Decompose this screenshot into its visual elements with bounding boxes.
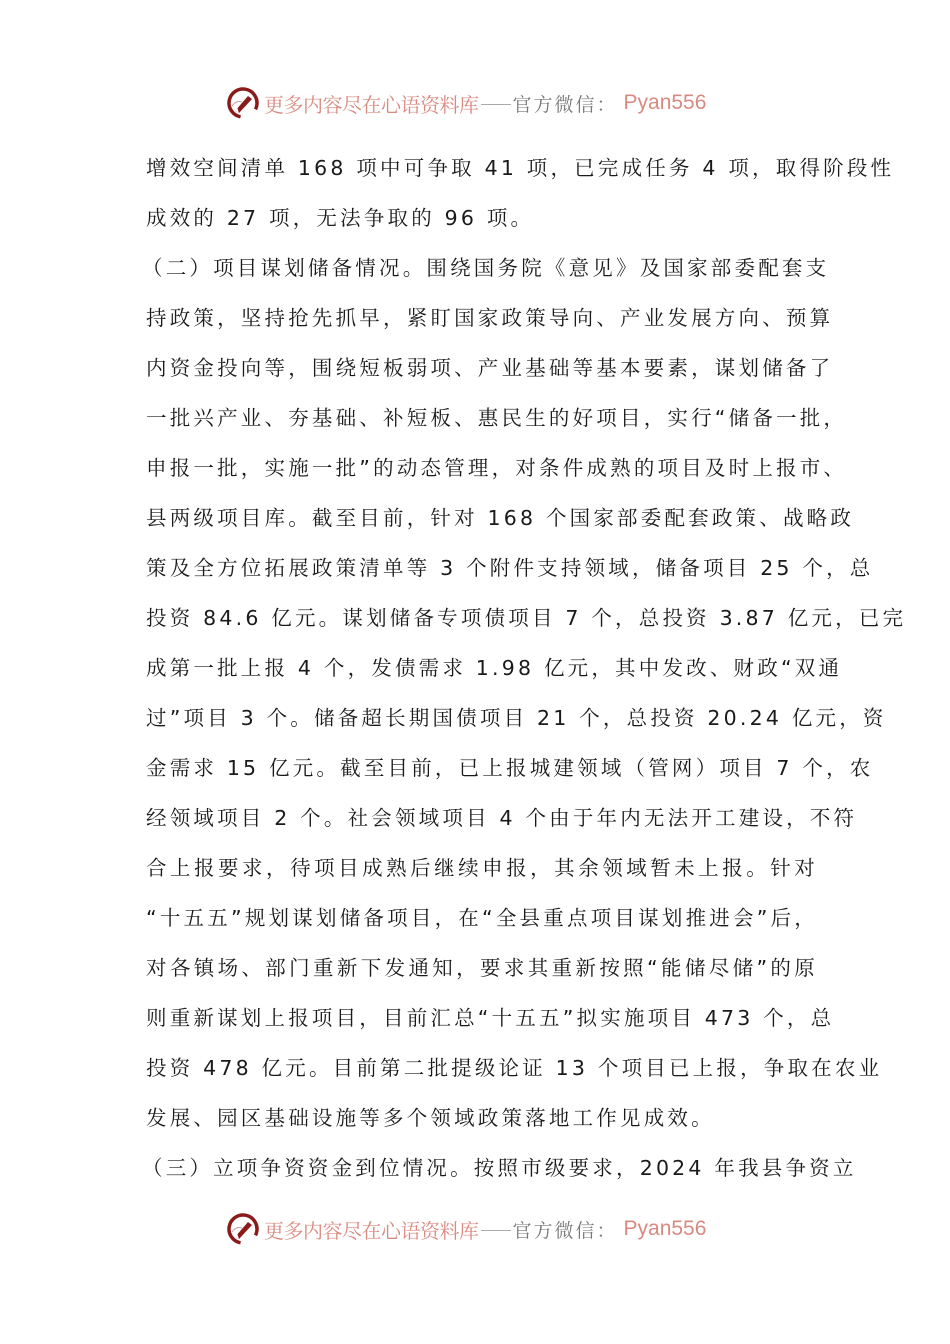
text-line: 则重新谋划上报项目，目前汇总“十五五”拟实施项目 473 个，总 xyxy=(146,1006,835,1030)
footer-watermark xyxy=(226,1209,706,1249)
watermark-main-text: 更多内容尽在心语资料库 xyxy=(264,1218,479,1243)
text-line: 对各镇场、部门重新下发通知，要求其重新按照“能储尽储”的原 xyxy=(146,956,818,980)
quill-pen-circle-icon xyxy=(226,86,260,120)
text-line: “十五五”规划谋划储备项目，在“全县重点项目谋划推进会”后， xyxy=(146,906,818,930)
text-line: 合上报要求，待项目成熟后继续申报，其余领域暂未上报。针对 xyxy=(146,856,818,880)
text-line: 策及全方位拓展政策清单等 3 个附件支持领域，储备项目 25 个，总 xyxy=(146,556,874,580)
text-line: 经领域项目 2 个。社会领域项目 4 个由于年内无法开工建设，不符 xyxy=(146,806,858,830)
watermark-main-text: 更多内容尽在心语资料库 xyxy=(264,92,479,117)
watermark-id-text: Pyan556 xyxy=(623,91,707,114)
text-line: 金需求 15 亿元。截至目前，已上报城建领域（管网）项目 7 个，农 xyxy=(146,756,874,780)
text-line: 投资 84.6 亿元。谋划储备专项债项目 7 个，总投资 3.87 亿元，已完 xyxy=(146,606,907,630)
watermark-label-text: 官方微信： xyxy=(512,93,618,116)
text-line: 发展、园区基础设施等多个领域政策落地工作见成效。 xyxy=(146,1106,715,1130)
section-heading-line: （二）项目谋划储备情况。围绕国务院《意见》及国家部委配套支 xyxy=(142,256,830,280)
quill-pen-circle-icon xyxy=(226,1212,260,1246)
text-line: 一批兴产业、夯基础、补短板、惠民生的好项目，实行“储备一批， xyxy=(146,406,848,430)
section-heading-line: （三）立项争资资金到位情况。按照市级要求，2024 年我县争资立 xyxy=(142,1156,857,1180)
text-line: 申报一批，实施一批”的动态管理，对条件成熟的项目及时上报市、 xyxy=(146,456,848,480)
text-line: 增效空间清单 168 项中可争取 41 项，已完成任务 4 项，取得阶段性 xyxy=(146,156,895,180)
text-line: 成效的 27 项，无法争取的 96 项。 xyxy=(146,206,535,230)
document-body xyxy=(142,150,907,1200)
watermark-dash xyxy=(481,104,511,105)
watermark-id-text: Pyan556 xyxy=(623,1217,707,1240)
header-watermark xyxy=(226,83,706,123)
text-line: 持政策，坚持抢先抓早，紧盯国家政策导向、产业发展方向、预算 xyxy=(146,306,834,330)
text-line: 投资 478 亿元。目前第二批提级论证 13 个项目已上报，争取在农业 xyxy=(146,1056,883,1080)
text-line: 成第一批上报 4 个，发债需求 1.98 亿元，其中发改、财政“双通 xyxy=(146,656,843,680)
text-line: 过”项目 3 个。储备超长期国债项目 21 个，总投资 20.24 亿元，资 xyxy=(146,706,887,730)
watermark-label-text: 官方微信： xyxy=(512,1219,618,1242)
text-line: 县两级项目库。截至目前，针对 168 个国家部委配套政策、战略政 xyxy=(146,506,855,530)
watermark-dash xyxy=(481,1230,511,1231)
text-line: 内资金投向等，围绕短板弱项、产业基础等基本要素，谋划储备了 xyxy=(146,356,834,380)
